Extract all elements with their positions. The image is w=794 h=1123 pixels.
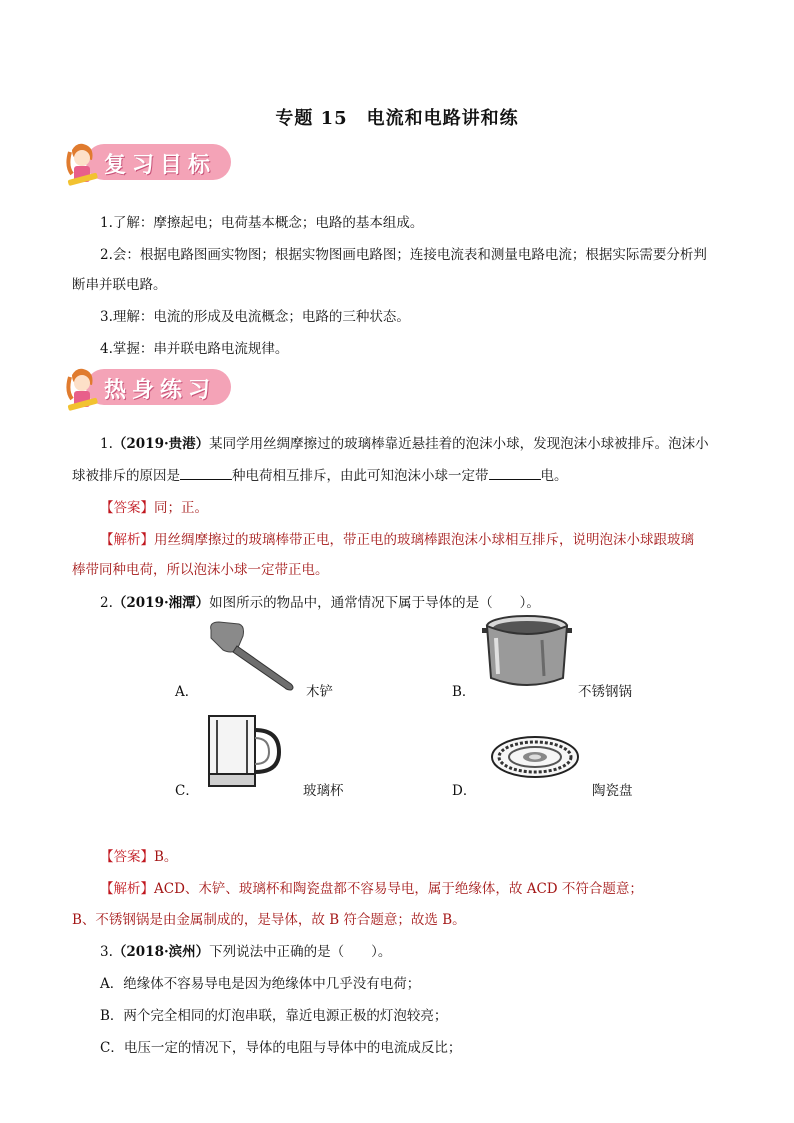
q2-option-d-name: 陶瓷盘 [592,783,633,799]
q3-line-1 [100,940,391,960]
girl-pencil-icon [64,140,104,190]
answer-tag: 【答案】 [100,500,154,516]
badge-label: 复习目标 [104,153,217,178]
q1-text-part1: 球被排斥的原因是 [72,468,180,484]
q2-option-c-name: 玻璃杯 [303,783,344,799]
q2-text: 如图所示的物品中，通常情况下属于导体的是（ ）。 [209,595,540,611]
q3-number: 3. [100,944,113,960]
q1-blank-1[interactable] [180,467,232,480]
goal-2: 2.会：根据电路图画实物图；根据实物图画电路图；连接电流表和测量电路电流；根据实际需要分析判 [100,247,707,263]
q3-option-a: A．绝缘体不容易导电是因为绝缘体中几乎没有电荷； [100,976,421,992]
q2-option-a-name: 木铲 [306,684,333,700]
analysis-tag: 【解析】 [100,881,154,897]
q1-analysis-2: 棒带同种电荷，所以泡沫小球一定带正电。 [72,562,329,578]
girl-pencil-icon [64,365,104,415]
goal-4: 4.掌握：串并联电路电流规律。 [100,341,289,357]
q2-option-b-name: 不锈钢锅 [578,684,632,700]
steel-pot-icon [482,612,572,692]
wooden-spatula-icon [205,620,297,692]
answer-text: 同；正。 [154,500,208,516]
answer-tag: 【答案】 [100,849,154,865]
section-badge-review-goals [64,140,234,186]
q2-line-1 [100,591,540,611]
ceramic-plate-icon [490,734,580,780]
badge-pill [86,144,231,180]
analysis-tag: 【解析】 [100,532,154,548]
q2-answer [100,845,177,865]
goal-2-cont: 断串并联电路。 [72,277,167,293]
q1-number: 1. [100,436,113,452]
q2-option-d-letter: D． [452,783,477,799]
q1-analysis-1 [100,528,694,548]
answer-text: B。 [154,849,178,865]
q3-option-b: B．两个完全相同的灯泡串联，靠近电源正极的灯泡较亮； [100,1008,448,1024]
goal-1: 1.了解：摩擦起电；电荷基本概念；电路的基本组成。 [100,215,424,231]
q2-analysis-1 [100,877,643,897]
q1-source: （2019·贵港） [112,436,210,452]
q2-option-a-letter: A． [175,684,199,700]
q1-line-1 [100,432,709,452]
page-title: 专题 15 电流和电路讲和练 [275,108,519,129]
q2-source: （2019·湘潭） [112,595,210,611]
analysis-text: ACD、木铲、玻璃杯和陶瓷盘都不容易导电，属于绝缘体，故 ACD 不符合题意； [154,881,643,897]
goal-3: 3.理解：电流的形成及电流概念；电路的三种状态。 [100,309,410,325]
q2-option-b-letter: B． [452,684,476,700]
q3-source: （2018·滨州） [112,944,210,960]
q1-line-2 [72,464,568,484]
q1-text-part2: 种电荷相互排斥，由此可知泡沫小球一定带 [232,468,489,484]
q1-blank-2[interactable] [489,467,541,480]
glass-mug-icon [205,712,285,790]
q3-option-c: C．电压一定的情况下，导体的电阻与导体中的电流成反比； [100,1040,462,1056]
analysis-text: 用丝绸摩擦过的玻璃棒带正电，带正电的玻璃棒跟泡沫小球相互排斥，说明泡沫小球跟玻璃 [154,532,694,548]
q2-number: 2. [100,595,113,611]
badge-pill [86,369,231,405]
q3-text: 下列说法中正确的是（ ）。 [209,944,392,960]
q2-option-c-letter: C． [175,783,199,799]
section-badge-warmup [64,365,234,411]
q1-answer [100,496,208,516]
q1-text-part3: 电。 [540,468,568,484]
badge-label: 热身练习 [104,378,217,403]
q1-text: 某同学用丝绸摩擦过的玻璃棒靠近悬挂着的泡沫小球，发现泡沫小球被排斥。泡沫小 [209,436,709,452]
q2-analysis-2: B、不锈钢锅是由金属制成的，是导体，故 B 符合题意；故选 B。 [72,912,466,928]
